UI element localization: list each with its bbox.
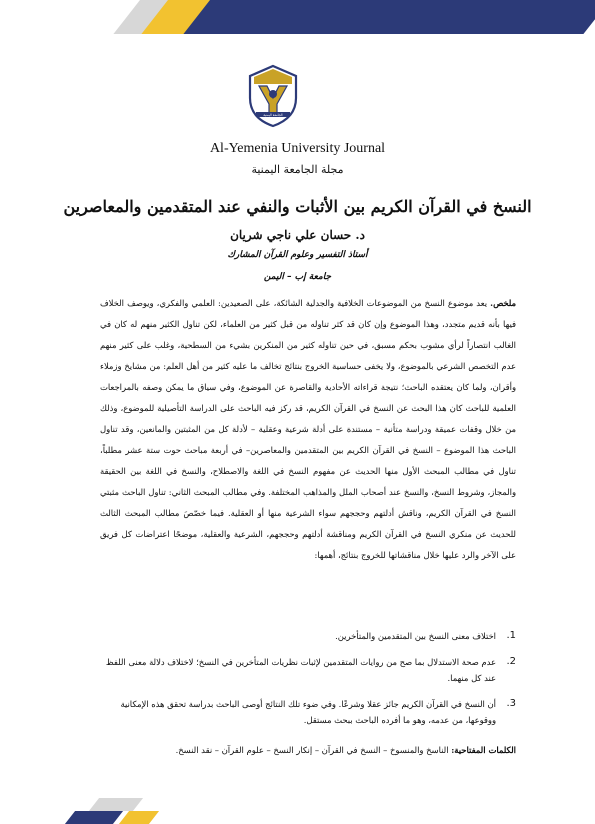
author-position: أستاذ التفسير وعلوم القرآن المشارك — [227, 250, 368, 260]
finding-item — [100, 628, 516, 644]
yellow-stripe — [119, 811, 159, 824]
navy-stripe — [65, 811, 123, 824]
keywords-text: الناسخ والمنسوخ – النسخ في القرآن – إنكار النسخ – علوم القرآن – نقد النسخ. — [175, 745, 449, 755]
finding-number: 2. — [506, 656, 516, 667]
finding-text: أن النسخ في القرآن الكريم جائز عقلا وشرعًا. وفي ضوء تلك النتائج أوصى الباحث بدراسة تحقق هذه الإمكانية ووقوعها، من عدمه، وهو ما أفرده الباحث ببحث مستقل. — [120, 699, 496, 725]
journal-name-english: Al-Yemenia University Journal — [209, 141, 386, 156]
header-decoration-band — [0, 0, 595, 34]
finding-number: 3. — [506, 698, 516, 709]
logo-text: الجامعة اليمنية — [263, 113, 283, 117]
abstract-text: يعد موضوع النسخ من الموضوعات الخلافية والجدلية الشائكة، على الصعيدين: العلمي والفكري، ويوصف الخلاف فيها بأنه قديم متجدد، وهذا الموضوع وإن كان قد كثر تناوله من قبل كثير من العلماء، لكن تناول الكثير منهم له كان في الغالب انتصاراً لرأي مشوب بحكم مسبق، في حين تناوله كثير من المنكرين بشيء من السطحية، وغلب على كثير منهم عدم التخصص الشرعي بالموضوع، ولا يخفى حساسية الخروج بنتائج تخالف ما عليه كثير من أهل العلم: من مشايخ وزملاء وأقران، ولما كان يعتقده الباحث؛ نتيجة قراءاته الأحادية والقاصرة عن الموضوع، وفي سياق ما يمكن وصفه بالمراجعات العلمية للباحث كان هذا البحث عن النسخ في القرآن الكريم، قد ركز فيه الباحث على الدراسة التأصيلية للموضوع، وذلك من خلال وقفات عميقة ودراسة متأنية – مستندة على أدلة شرعية وعقلية – لأدلة كل من المثبتين والمانعين، وقد تناول الباحث هذا الموضوع – النسخ في القرآن الكريم بين المتقدمين والمعاصرين– في أربعة مباحث حوت ستة عشر مطلباً، تناول في مطالب المبحث الأول منها الحديث عن مفهوم النسخ في اللغة والاصطلاح، والنسخ في اللغة بين الحقيقة والمجاز، وشروط النسخ، والنسخ عند أصحاب الملل والمذاهب المختلفة. وفي مطالب المبحث الثاني: تناول الباحث مثبتي النسخ في القرآن الكريم، وناقش أدلتهم وحججهم سواء الشرعية منها أو العقلية. فيما خصّصَ مطالب المبحث الثالث للحديث عن منكري النسخ في القرآن الكريم ومناقشة أدلتهم وحججهم، الشرعية والعقلية، موضحًا اعتراضات كل فريق على الآخر والرد عليها خلال مناقشاتها للخروج بنتائج، أهمها: — [100, 298, 516, 560]
finding-item — [100, 654, 516, 686]
keywords-label: الكلمات المفتاحية: — [451, 745, 516, 755]
keywords — [100, 740, 516, 761]
grey-stripe — [89, 798, 143, 811]
author-university: جامعة إب – اليمن — [263, 272, 332, 282]
author-name: د. حسان علي ناجي شريان — [230, 228, 365, 242]
journal-name-arabic: مجلة الجامعة اليمنية — [251, 163, 344, 176]
findings-list — [100, 628, 516, 738]
finding-text: اختلاف معنى النسخ بين المتقدمين والمتأخرين. — [335, 631, 496, 641]
article-title: النسخ في القرآن الكريم بين الأثبات والنفي عند المتقدمين والمعاصرين — [63, 197, 532, 216]
finding-text: عدم صحة الاستدلال بما صح من روايات المتقدمين لإثبات نظريات المتأخرين في النسخ؛ لاختلاف دلالة معنى اللفظ عند كل منهما. — [105, 657, 496, 683]
abstract-label: ملخص. — [490, 298, 516, 308]
footer-decoration-band — [70, 798, 220, 824]
abstract — [100, 293, 516, 566]
university-logo-icon — [246, 64, 300, 128]
finding-item — [100, 696, 516, 728]
navy-stripe — [183, 0, 595, 34]
finding-number: 1. — [506, 630, 516, 641]
